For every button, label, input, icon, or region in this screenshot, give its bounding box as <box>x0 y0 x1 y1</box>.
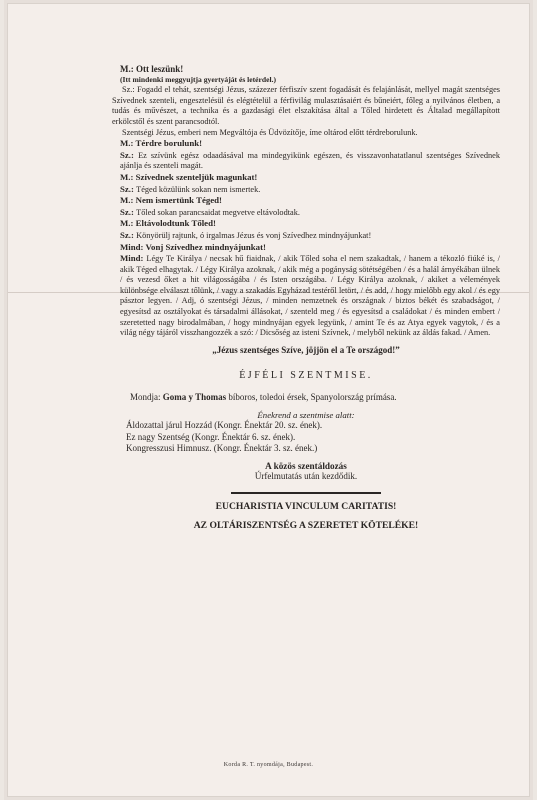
hymn-item: Áldozattal járul Hozzád (Kongr. Énektár 20. sz. ének). <box>126 420 323 431</box>
dialogue-line <box>120 172 500 184</box>
dialogue-line <box>120 184 500 196</box>
speaker-label: Sz.: <box>120 149 139 160</box>
motto-latin: EUCHARISTIA VINCULUM CARITATIS! <box>215 500 397 512</box>
dialogue-line <box>120 207 500 219</box>
dialogue-text: Téged közülünk sokan nem ismertek. <box>136 184 261 194</box>
hymn-list <box>126 420 500 455</box>
horizontal-rule <box>231 492 381 494</box>
dialogue-text: Térdre borulunk! <box>135 138 203 149</box>
dialogue-text: Vonj Szívedhez mindnyájunkat! <box>145 241 266 252</box>
speaker-label: Mind: <box>120 241 146 252</box>
speaker-label: Mind: <box>120 253 147 264</box>
dialogue-text: Könyörülj rajtunk, ó irgalmas Jézus és vonj Szívedhez mindnyájunkat! <box>136 230 372 240</box>
speaker-label: M.: <box>120 218 136 229</box>
hymn-item: Ez nagy Szentség (Kongr. Énektár 6. sz. ének). <box>126 431 296 442</box>
dialogue-line <box>120 253 500 339</box>
dialogue-line <box>120 230 500 242</box>
dialogue-line <box>120 195 500 207</box>
dialogue-line <box>120 242 500 254</box>
dialogue-text: Tőled sokan parancsaidat megvetve eltávolodtak. <box>136 207 300 217</box>
printer-imprint: Korda R. T. nyomdája, Budapest. <box>223 762 314 768</box>
dialogue-line <box>120 138 500 150</box>
response-heading: M.: Ott leszünk! <box>120 64 184 74</box>
dialogue-line <box>120 218 500 230</box>
dialogue-line <box>120 150 500 172</box>
speaker-label: M.: <box>120 138 136 149</box>
page-text <box>112 64 500 532</box>
prayer-paragraph: Szentségi Jézus, emberi nem Megváltója és Üdvözítője, íme oltárod előtt térdreborulunk. <box>122 127 418 137</box>
dialogue-text: Nem ismertünk Téged! <box>135 195 222 206</box>
speaker-label: Sz.: <box>120 206 137 217</box>
speaker-label: Sz.: <box>120 229 137 240</box>
celebrant-title: bíboros, toledoi érsek, Spanyolország prímása. <box>226 392 397 403</box>
speaker-label: Sz.: <box>120 183 137 194</box>
dialogue-text: Ez szívünk egész odaadásával ma mindegyikünk egészen, és visszavonhatatlanul szentséges Szívednek ajánlja és szenteli magát. <box>120 150 500 171</box>
motto-hungarian: AZ OLTÁRISZENTSÉG A SZERETET KÖTELÉKE! <box>193 519 419 531</box>
dialogue-text: Eltávolodtunk Tőled! <box>135 218 216 229</box>
communion-title: A közös szentáldozás <box>265 460 347 471</box>
celebrant-label: Mondja: <box>130 392 163 403</box>
celebrant-line <box>112 392 500 404</box>
dialogue-text: Légy Te Királya / necsak hű fiaidnak, / akik Tőled soha el nem szakadtak, / hanem a tékozló fiúké is, / akik Téged elhagytak. / Légy Királya azoknak, / akik még a pogányság sötétségében / és a halál árnyékában ülnek / és vezesd őket a hit világosságába / és Isten országába. / Légy Királya azoknak, / akiket a vélemények különbsége elválaszt tőlünk, / vagy a szakadás Egyházad testéről letört, / és add, / hogy mielőbb egy akol / és egy pásztor legyen. / Adj, ó szentségi Jézus, / minden nemzetnek és országnak / biztos békét és szabadságot, / egyesítsd az osztályokat és társadalmi állásokat, / szenteld meg / és egyesítsd a családokat / és minden embert / szeretetted nagy birodalmában, / hogy mindnyájan egyek legyünk, / amint Te és az Atya egyek vagytok, / és a világ négy tájáról visszhangozzék a szó: / Dicsőség az isteni Szívnek, / melyből nekünk az áldás fakad. / Amen. <box>120 254 500 338</box>
dialogue-text: Szívednek szenteljük magunkat! <box>135 171 258 182</box>
hymn-order-heading: Énekrend a szentmise alatt: <box>257 409 355 420</box>
speaker-label: M.: <box>120 195 136 206</box>
celebrant-name: Goma y Thomas <box>162 392 227 403</box>
rubric-note: (Itt mindenki meggyujtja gyertyáját és letérdel.) <box>120 74 277 84</box>
mass-title: ÉJFÉLI SZENTMISE. <box>239 370 373 382</box>
prayer-paragraph: Sz.: Fogadd el tehát, szentségi Jézus, százezer férfiszív szent fogadását és felajánlását, mellyel magát szentséges Szívednek szenteli, engesztelésül és elégtételül a férfivilág mulasztásaiért és bűneiért, főleg a nyilvános életben, a tudás és művészet, a technika és a gazdasági élet elszakítása által a Tőled hirdetett és Általad megállapított erkölcstől és szent parancsodtól. <box>112 85 500 126</box>
speaker-label: M.: <box>120 171 136 182</box>
closing-invocation: „Jézus szentséges Szíve, jöjjön el a Te országod!” <box>212 344 400 355</box>
communion-subtitle: Úrfelmutatás után kezdődik. <box>254 471 358 482</box>
hymn-item: Kongresszusi Himnusz. (Kongr. Énektár 3. sz. ének.) <box>126 443 318 454</box>
